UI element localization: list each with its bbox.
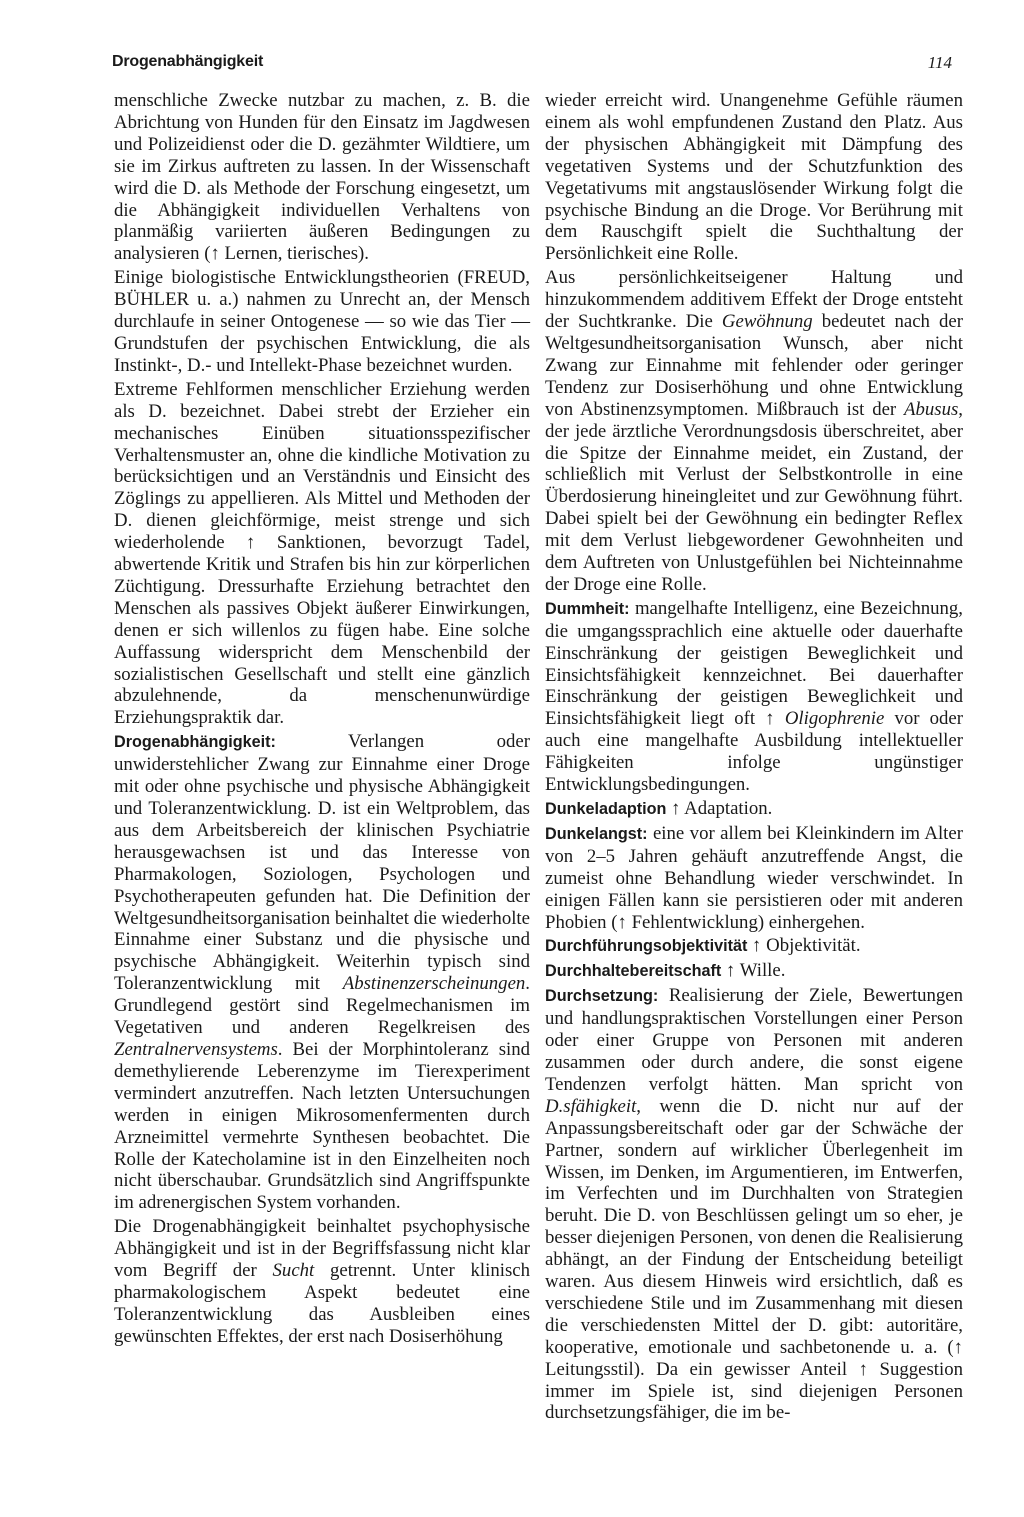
body-text: Realisierung der Ziele, Bewertungen und handlungspraktischen Vorstellungen einer Person oder einer Gruppe von Personen mit anderen zusammen oder durch andere, die sonst eigene Tendenzen verfolgt hätten. Man spricht von <box>545 985 963 1095</box>
entry-term: Dunkeladaption <box>545 800 667 818</box>
body-text: Aus persönlichkeitseigener Haltung und hinzukommendem additivem Effekt der Droge entsteht der Suchtkranke. Die <box>545 267 963 333</box>
running-title: Drogenabhängigkeit <box>112 53 264 70</box>
entry-term: Durchhaltebereitschaft <box>545 962 722 981</box>
body-text: . Bei der Morphintoleranz sind demethylierende Leberenzyme im Tierexperiment vermindert anzutreffen. Nach letzten Untersuchungen werden in einigen Mikrosomenfermenten durch Arzneimittel vermehrte Synthesen beobachtet. Die Rolle der Katecholamine ist in den Einzelheiten noch nicht überschaubar. Grundsätzlich sind Angriffspunkte im adrenergischen System vorhanden. <box>114 1038 530 1214</box>
running-head <box>112 53 952 79</box>
emphasis-text: D.sfähigkeit <box>545 1095 637 1117</box>
paragraph <box>545 90 963 265</box>
paragraph <box>114 731 530 1214</box>
body-text: menschliche Zwecke nutzbar zu machen, z. B. die Abrichtung von Hunden für den Einsatz im Jagdwesen und Polizeidienst oder die D. gezähmter Wildtiere, um sie im Zirkus auftreten zu lassen. In der Wissenschaft wird die D. als Methode der Forschung eingesetzt, um die Abhängigkeit individuellen Verhaltens von planmäßig variierten äußeren Bedingungen zu analysieren (↑ Lernen, tierisches). <box>114 90 530 265</box>
paragraph <box>114 267 530 377</box>
body-text: eine vor allem bei Kleinkindern im Alter von 2–5 Jahren gehäuft anzutreffende Angst, die zumeist ohne Behandlung wieder verschwindet. In einigen Fällen kann sie persistieren oder mit anderen Phobien (↑ Fehlentwicklung) einhergehen. <box>545 822 963 933</box>
body-text: Einige biologistische Entwicklungstheorien (FREUD, BÜHLER u. a.) nahmen zu Unrecht an, der Mensch durchlaufe in seiner Ontogenese — so wie das Tier — Grundstufen der psychischen Entwicklung, die als Instinkt-, D.- und Intellekt-Phase bezeichnet wurden. <box>114 267 530 376</box>
body-text: Extreme Fehlformen menschlicher Erziehung werden als D. bezeichnet. Dabei strebt der Erzieher ein mechanisches Einüben situationsspezifischer Verhaltensmuster an, ohne die kindliche Motivation zu berücksichtigen und an Verständnis und Einsicht des Zöglings zu appellieren. Als Mittel und Methoden der D. dienen gleichförmige, meist strenge und sich wiederholende ↑ Sanktionen, bevorzugt Tadel, abwertende Kritik und Strafen bis hin zur körperlichen Züchtigung. Dressurhafte Erziehung betrachtet den Menschen als passives Objekt äußerer Einwirkungen, denen er sich willenlos zu fügen habe. Eine solche Auffassung widerspricht dem Menschenbild der sozialistischen Gesellschaft und stellt eine gänzlich abzulehnende, da menschenunwürdige Erziehungspraktik dar. <box>114 378 530 729</box>
body-text: ↑ Adaptation. <box>666 798 773 819</box>
emphasis-text: Sucht <box>272 1260 315 1282</box>
paragraph <box>545 823 963 934</box>
body-text: Verlangen oder unwiderstehlicher Zwang zur Einnahme einer Droge mit oder ohne psychische und physische Abhängigkeit und Toleranzentwicklung. D. ist ein Weltproblem, das aus dem Arbeitsbereich der klinischen Psychiatrie herausgewachsen ist und das Interesse von Pharmakologen, Soziologen, Psychologen und Psychotherapeuten gefunden hat. Die Definition der Weltgesundheitsorganisation beinhaltet die wiederholte Einnahme einer Substanz und die physische und psychische Abhängigkeit. Weiterhin typisch sind Toleranzentwicklung mit <box>114 731 530 995</box>
body-text: bedeutet nach der Weltgesundheitsorganisation Wunsch, aber nicht Zwang zur Einnahme mit fehlender oder geringer Tendenz zur Dosiserhöhung und ohne Entwicklung von Abstinenzsymptomen. Mißbrauch ist der <box>545 311 963 420</box>
paragraph <box>545 935 963 958</box>
entry-term: Drogenabhängigkeit: <box>114 733 276 752</box>
body-text: ↑ Wille. <box>721 960 786 982</box>
paragraph <box>545 267 963 596</box>
paragraph <box>545 798 963 821</box>
emphasis-text: Gewöhnung <box>721 311 813 333</box>
body-text: , der jede ärztliche Verordnungsdosis überschreitet, aber die Spitze der Einnahme meidet, ein Zustand, der schließlich mit Verlust der Selbstkontrolle in eine Überdosierung hineingleitet und zur Gewöhnung führt. Dabei spielt bei der Gewöhnung ein bedingter Reflex mit dem Verlust liebgewordener Gewohnheiten und dem Auftreten von Unlustgefühlen bei Nichteinnahme der Droge eine Rolle. <box>545 398 963 595</box>
emphasis-text: Oligophrenie <box>784 708 885 730</box>
body-text: mangelhafte Intelligenz, eine Bezeichnung, die umgangssprachlich eine aktuelle oder dauerhafte Einschränkung der geistigen Beweglichkeit und Einsichtsfähigkeit kennzeichnet. Bei dauerhafter Einschränkung der geistigen Beweglichkeit und Einsichtsfähigkeit liegt oft ↑ <box>545 597 963 730</box>
entry-term: Dummheit: <box>545 599 630 618</box>
paragraph <box>545 985 963 1424</box>
entry-term: Dunkelangst: <box>545 824 648 843</box>
right-column <box>545 90 963 1424</box>
paragraph <box>114 379 530 730</box>
page-number: 114 <box>927 53 952 72</box>
body-text: ↑ Objektivität. <box>747 935 861 957</box>
body-text: , wenn die D. nicht nur auf der Anpassungsbereitschaft oder gar der Schwäche der Partner, sondern auf wirklicher Überlegenheit im Wissen, im Denken, im Argumentieren, im Entwerfen, im Verfechten und im Durchhalten von Strategien beruht. Die D. von Beschlüssen gelingt um so eher, je besser diejenigen Personen, von denen die Realisierung abhängt, an der Findung der Entscheidung beteiligt waren. Aus diesem Hinweis wird ersichtlich, daß es verschiedene Stile und im Zusammenhang mit diesen die verschiedensten Mittel der D. gibt: autoritäre, kooperative, emotionale und sachbetonende u. a. (↑ Leitungsstil). Da ein gewisser Anteil ↑ Suggestion immer im Spiele ist, sind diejenigen Personen durchsetzungsfähiger, die im be- <box>545 1095 963 1424</box>
emphasis-text: Abusus <box>904 398 959 420</box>
entry-term: Durchführungsobjektivität <box>545 937 748 956</box>
emphasis-text: Abstinenzerscheinungen <box>342 973 526 995</box>
body-text: getrennt. Unter klinisch pharmakologischem Aspekt bedeutet eine Toleranzentwicklung das Ausbleiben eines gewünschten Effektes, der erst nach Dosiserhöhung <box>114 1260 530 1347</box>
paragraph <box>545 960 963 983</box>
paragraph <box>114 90 530 265</box>
paragraph <box>545 598 963 796</box>
body-text: Die Drogenabhängigkeit beinhaltet psychophysische Abhängigkeit und ist in der Begriffsfassung nicht klar vom Begriff der <box>114 1216 530 1282</box>
body-text: vor oder auch eine mangelhafte Ausbildung intellektueller Fähigkeiten infolge ungünstiger Entwicklungsbedingungen. <box>545 708 963 796</box>
left-column <box>114 90 530 1348</box>
body-text: wieder erreicht wird. Unangenehme Gefühle räumen einem als wohl empfundenen Zustand den Platz. Aus der physischen Abhängigkeit mit Dämpfung des vegetativen Systems und der Schutzfunktion des Vegetativums mit angstauslösender Wirkung folgt die psychische Bindung an die Droge. Vor Berührung mit dem Rauschgift spielt die Suchthaltung der Persönlichkeit eine Rolle. <box>545 90 963 265</box>
paragraph <box>114 1216 530 1347</box>
entry-term: Durchsetzung: <box>545 987 659 1006</box>
emphasis-text: Zentralnervensystems <box>114 1038 278 1060</box>
body-text: . Grundlegend gestört sind Regelmechanismen im Vegetativen und anderen Regelkreisen des <box>114 973 530 1039</box>
